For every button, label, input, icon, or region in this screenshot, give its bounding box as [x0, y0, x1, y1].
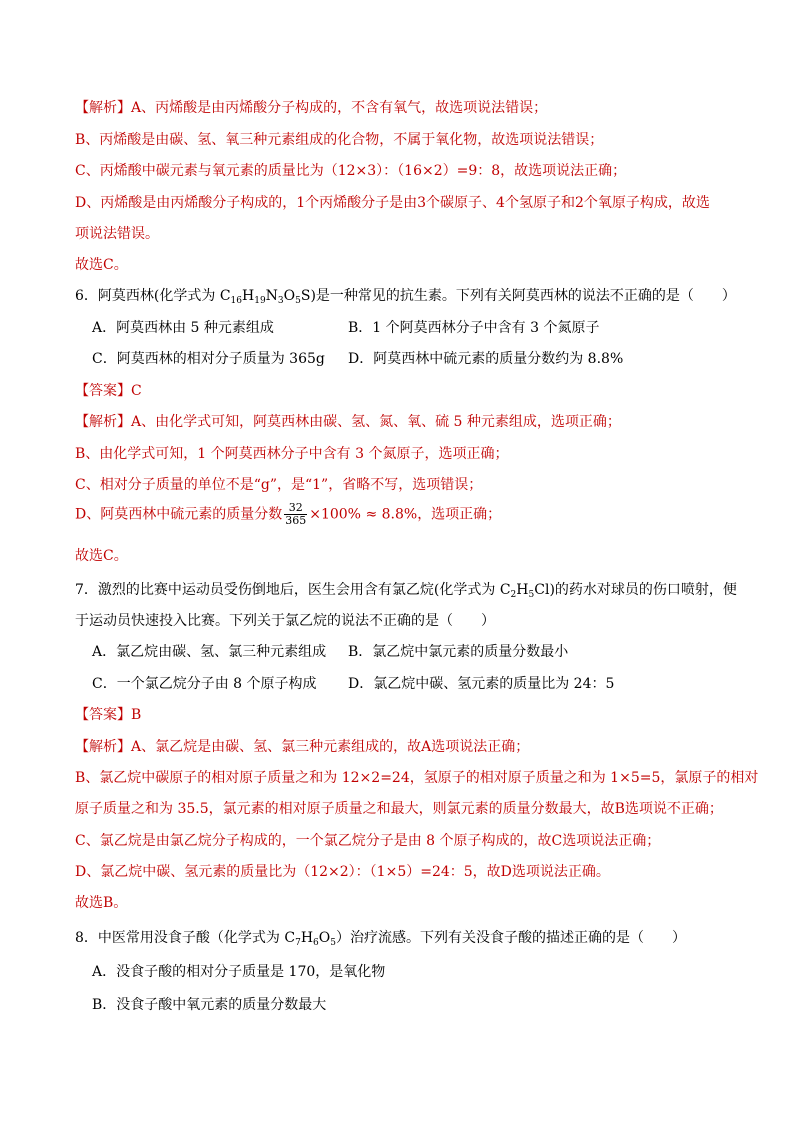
q7-option-a: A．氯乙烷由碳、氢、氯三种元素组成: [92, 644, 327, 660]
formula-subscript: 7: [295, 938, 301, 948]
formula-element: O: [318, 930, 331, 946]
answer-value: B: [131, 707, 142, 723]
q6-analysis-a: 【解析】A、由化学式可知，阿莫西林由碳、氢、氮、氧、硫 5 种元素组成，选项正确；: [75, 414, 621, 430]
q8-option-a: A．没食子酸的相对分子质量是 170，是氧化物: [92, 964, 386, 980]
analysis-tag: 【解析】: [75, 739, 131, 755]
formula-subscript: 5: [330, 938, 336, 948]
formula-element: H: [242, 288, 255, 304]
fraction: $\frac{32}{365}$: [285, 501, 307, 527]
q7-analysis-d: D、氯乙烷中碳、氢元素的质量比为（12×2）：（1×5）=24：5，故D选项说法正确。: [75, 864, 610, 880]
q6-analysis-d: D、阿莫西林中硫元素的质量分数 $\frac{32}{365}$ ×100% ≈ 8.8%，选项正确；: [75, 501, 502, 527]
formula-element: C: [499, 582, 511, 598]
q7-analysis-b-line2: 原子质量之和为 35.5，氯元素的相对原子质量之和最大，则氯元素的质量分数最大，故B选项说不正确；: [75, 801, 723, 817]
formula-subscript: 5: [528, 590, 535, 600]
q7-stem-line2: 于运动员快速投入比赛。下列关于氯乙烷的说法不正确的是（ ）: [75, 613, 495, 629]
q6-option-a: A．阿莫西林由 5 种元素组成: [92, 320, 274, 336]
q6-analysis-b: B、由化学式可知，1 个阿莫西林分子中含有 3 个氮原子，选项正确；: [75, 446, 509, 462]
q6-stem: 6．阿莫西林(化学式为 $C_{16}H_{19}N_3O_5S$)是一种常见的抗生素。下列有关阿莫西林的说法不正确的是（ ）: [75, 288, 736, 306]
q7-answer: [75, 706, 141, 724]
q8-stem: 8．中医常用没食子酸（化学式为 $C_7H_6O_5$）治疗流感。下列有关没食子酸的描述正确的是（ ）: [75, 930, 686, 948]
q7-choice: 故选B。: [75, 895, 128, 911]
formula-subscript: 3: [277, 296, 284, 306]
formula-subscript: 2: [510, 590, 517, 600]
q5-analysis-d-line1: D、丙烯酸是由丙烯酸分子构成的，1个丙烯酸分子是由3个碳原子、4个氢原子和2个氧原子构成，故选: [75, 195, 710, 211]
q7-analysis-b-line1: B、氯乙烷中碳原子的相对原子质量之和为 12×2=24，氢原子的相对原子质量之和为 1×5=5，氯原子的相对: [75, 770, 759, 786]
formula-element: O: [283, 288, 296, 304]
q7-option-b: B．氯乙烷中氯元素的质量分数最小: [348, 644, 569, 660]
q8-formula: [284, 930, 336, 946]
q7-option-c: C．一个氯乙烷分子由 8 个原子构成: [92, 676, 317, 692]
formula-element: N: [265, 288, 278, 304]
q6-analysis-c: C、相对分子质量的单位不是“g”，是“1”，省略不写，选项错误；: [75, 477, 483, 493]
q8-option-b: B．没食子酸中氧元素的质量分数最大: [92, 997, 327, 1013]
formula-subscript: 16: [230, 296, 242, 306]
q6-answer: [75, 382, 142, 400]
q6-option-c: C．阿莫西林的相对分子质量为 365g: [92, 351, 325, 367]
q5-analysis-b: B、丙烯酸是由碳、氢、氧三种元素组成的化合物，不属于氧化物，故选项说法错误；: [75, 132, 604, 148]
formula-element: S: [300, 288, 311, 304]
q7-analysis-a: 【解析】A、氯乙烷是由碳、氢、氯三种元素组成的，故A选项说法正确；: [75, 739, 530, 755]
formula-element: H: [516, 582, 529, 598]
formula-element: Cl: [534, 582, 550, 598]
q5-analysis-c: C、丙烯酸中碳元素与氧元素的质量比为（12×3）：（16×2）=9：8，故选项说法正确；: [75, 163, 627, 179]
q7-analysis-c: C、氯乙烷是由氯乙烷分子构成的，一个氯乙烷分子是由 8 个原子构成的，故C选项说法正确；: [75, 833, 661, 849]
q5-analysis-a: 【解析】A、丙烯酸是由丙烯酸分子构成的，不含有氧气，故选项说法错误；: [75, 100, 548, 116]
q7-formula: [500, 582, 550, 598]
formula-subscript: 5: [295, 296, 301, 306]
q6-formula: [220, 288, 311, 304]
formula-subscript: 6: [313, 938, 319, 948]
q6-choice: 故选C。: [75, 548, 128, 564]
q6-option-d: D．阿莫西林中硫元素的质量分数约为 8.8%: [348, 351, 624, 367]
q6-option-b: B．1 个阿莫西林分子中含有 3 个氮原子: [348, 320, 600, 336]
formula-element: C: [284, 930, 296, 946]
analysis-tag: 【解析】: [75, 100, 131, 116]
q7-option-d: D．氯乙烷中碳、氢元素的质量比为 24：5: [348, 676, 615, 692]
formula-element: H: [300, 930, 314, 946]
q5-choice: 故选C。: [75, 257, 128, 273]
formula-subscript: 19: [254, 296, 266, 306]
answer-tag: 【答案】: [75, 707, 131, 723]
formula-element: C: [219, 288, 231, 304]
answer-tag: 【答案】: [75, 383, 131, 399]
q7-stem-line1: 7．激烈的比赛中运动员受伤倒地后，医生会用含有氯乙烷(化学式为 $C_2H_5Cl$)的药水对球员的伤口喷射，便: [75, 582, 737, 600]
answer-value: C: [131, 383, 142, 399]
analysis-tag: 【解析】: [75, 414, 131, 430]
q5-analysis-d-line2: 项说法错误。: [75, 226, 159, 242]
